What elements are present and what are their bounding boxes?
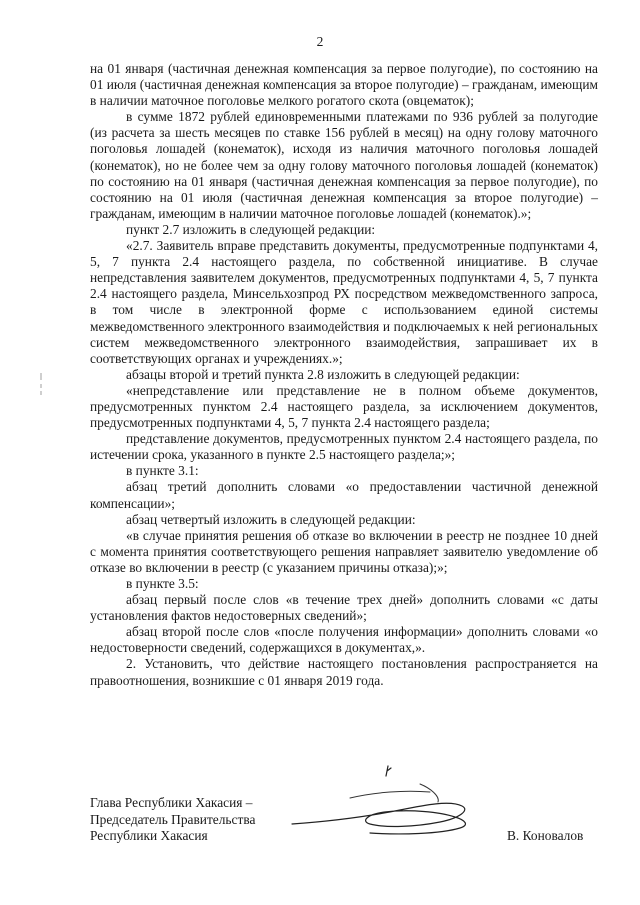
paragraph: представление документов, предусмотренных пунктом 2.4 настоящего раздела, по истечении срока, указанного в пункте 2.5 настоящего раздела;»; (90, 431, 598, 463)
handwritten-signature (290, 762, 490, 852)
position-line: Глава Республики Хакасия – (90, 795, 253, 810)
paragraph: на 01 января (частичная денежная компенсация за первое полугодие), по состоянию на 01 июля (частичная денежная компенсация за второе полугодие) – гражданам, имеющим в наличии маточное поголовье мелкого рогатого скота (овцематок); (90, 61, 598, 109)
paragraph: в пункте 3.5: (126, 576, 199, 591)
paragraph: абзац второй после слов «после получения информации» дополнить словами «о недостоверности сведений, содержащихся в документах,». (90, 624, 598, 656)
paragraph: «в случае принятия решения об отказе во включении в реестр не позднее 10 дней с момента принятия соответствующего решения направляет заявителю уведомление об отказе во включении в реестр (с указанием причины отказа);»; (90, 527, 598, 575)
signatory-name: В. Коновалов (507, 828, 584, 843)
paragraph: пункт 2.7 изложить в следующей редакции: (126, 221, 376, 237)
paragraph: «2.7. Заявитель вправе представить документы, предусмотренные подпунктами 4, 5, 7 пункта 2.4 настоящего раздела, по собственной инициативе. В случае непредставления заявителем документов, предусмотренных подпунктами 4, 5, 7 пункта 2.4 настоящего раздела, Минсельхозпрод РХ посредством межведомственного запроса, в том числе в электронной форме с использованием единой системы межведомственного электронного взаимодействия и подключаемых к ней региональных систем межведомственного электронного взаимодействия, запрашивает их в соответствующих органах и учреждениях.»; (90, 238, 598, 366)
paragraph: в сумме 1872 рублей единовременными платежами по 936 рублей за полугодие (из расчета за шесть месяцев по ставке 156 рублей в месяц) на одну голову маточного поголовья лошадей (конематок), исходя из наличия маточного поголовья лошадей (конематок), но не более чем за одну голову маточного поголовья лошадей (конематок) по состоянию на 01 января (частичная денежная компенсация за первое полугодие), по состоянию на 01 июля (частичная денежная компенсация за второе полугодие) – гражданам, имеющим в наличии маточное поголовье лошадей (конематок).»; (90, 109, 598, 221)
paragraph: абзацы второй и третий пункта 2.8 изложить в следующей редакции: (126, 366, 520, 382)
paragraph: «непредставление или представление не в полном объеме документов, предусмотренных пунктом 2.4 настоящего раздела, за исключением документов, предусмотренных подпунктами 4, 5, 7 пункта 2.4 настоящего раздела; (90, 382, 598, 431)
position-line: Республики Хакасия (90, 828, 208, 843)
margin-mark (37, 372, 45, 396)
document-body (90, 61, 598, 689)
position-line: Председатель Правительства (90, 811, 256, 827)
paragraph: 2. Установить, что действие настоящего постановления распространяется на правоотношения, возникшие с 01 января 2019 года. (90, 656, 598, 688)
paragraph: абзац четвертый изложить в следующей редакции: (126, 511, 416, 527)
paragraph: абзац третий дополнить словами «о предоставлении частичной денежной компенсации»; (90, 479, 598, 511)
page-number: 2 (316, 34, 324, 49)
paragraph: абзац первый после слов «в течение трех дней» дополнить словами «с даты установления фактов недостоверных сведений»; (90, 592, 598, 624)
paragraph: в пункте 3.1: (126, 463, 199, 479)
signatory-position (90, 795, 255, 845)
